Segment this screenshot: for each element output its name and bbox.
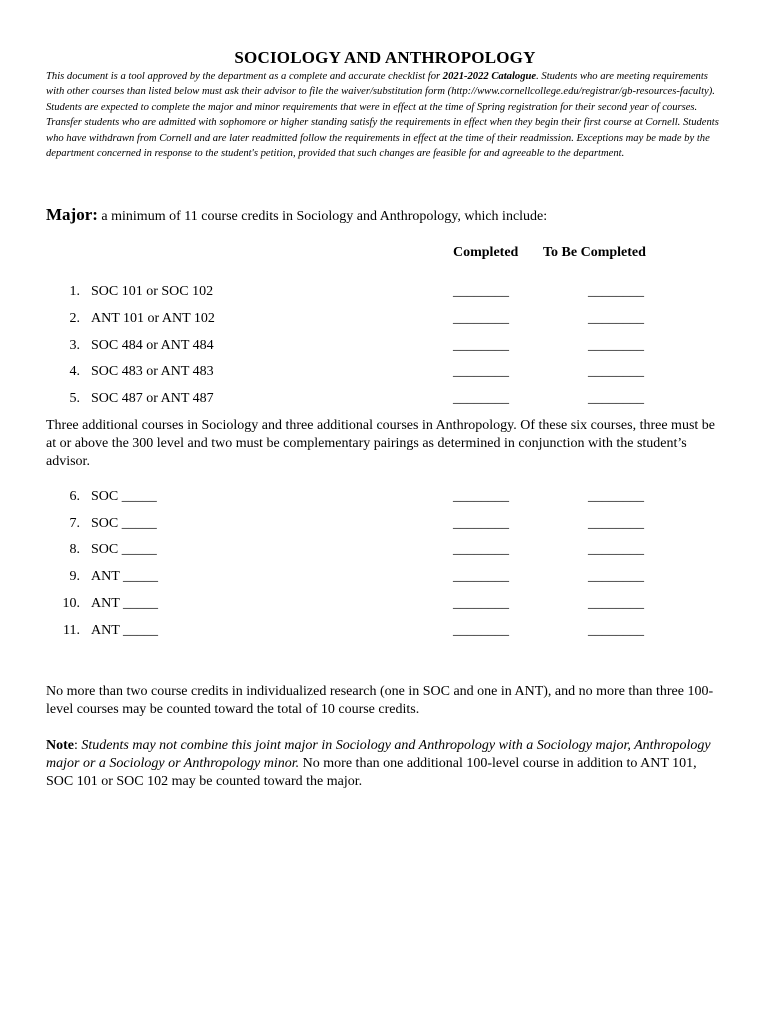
course-name: ANT _____ xyxy=(91,623,159,638)
checklist-row xyxy=(0,311,770,331)
to-be-completed-blank[interactable]: ________ xyxy=(588,516,644,531)
to-be-completed-blank[interactable]: ________ xyxy=(588,391,644,406)
column-header-to-be-completed: To Be Completed xyxy=(543,245,646,260)
completed-blank[interactable]: ________ xyxy=(453,623,509,638)
limits-paragraph: No more than two course credits in individualized research (one in SOC and one in ANT), and no more than three 100-level courses may be counted toward the total of 10 course credits. xyxy=(46,684,714,717)
major-label: Major: xyxy=(46,205,98,224)
item-number: 7. xyxy=(69,516,80,531)
course-name: SOC 487 or ANT 487 xyxy=(91,391,214,406)
course-name: ANT _____ xyxy=(91,596,159,611)
checklist-row xyxy=(0,338,770,358)
completed-blank[interactable]: ________ xyxy=(453,364,509,379)
major-description: a minimum of 11 course credits in Sociology and Anthropology, which include: xyxy=(97,209,548,224)
note-label: Note xyxy=(46,738,74,753)
major-heading xyxy=(46,205,547,225)
checklist-row xyxy=(0,569,770,589)
checklist-row xyxy=(0,364,770,384)
item-number: 1. xyxy=(69,284,80,299)
checklist-row xyxy=(0,542,770,562)
item-number: 9. xyxy=(69,569,80,584)
completed-blank[interactable]: ________ xyxy=(453,569,509,584)
course-name: ANT _____ xyxy=(91,569,159,584)
note-paragraph xyxy=(46,737,726,791)
completed-blank[interactable]: ________ xyxy=(453,284,509,299)
note-colon: : xyxy=(74,738,82,753)
item-number: 11. xyxy=(63,623,80,638)
intro-text-2: . Students who are meeting requirements with other courses than listed below must ask their advisor to file the waiver/substitution form (http://www.cornellcollege.edu/registrar/gb-resources-faculty). Students are expected to complete the major and minor requirements that were in effect at the time of Spring registration for their second year of courses. Transfer students who are admitted with sophomore or higher standing satisfy the requirements in effect when they begin their first course at Cornell. Students who have withdrawn from Cornell and are later readmitted follow the requirements in effect at the time of their readmission. Exceptions may be made by the department concerned in response to the student's petition, provided that such changes are feasible for and agreeable to the department. xyxy=(46,71,719,160)
checklist-row xyxy=(0,391,770,411)
checklist-row xyxy=(0,284,770,304)
page-title: SOCIOLOGY AND ANTHROPOLOGY xyxy=(234,48,536,67)
completed-blank[interactable]: ________ xyxy=(453,596,509,611)
completed-blank[interactable]: ________ xyxy=(453,391,509,406)
checklist-row xyxy=(0,516,770,536)
checklist-row xyxy=(0,623,770,643)
column-header-completed: Completed xyxy=(453,245,519,260)
to-be-completed-blank[interactable]: ________ xyxy=(588,284,644,299)
completed-blank[interactable]: ________ xyxy=(453,311,509,326)
intro-text-1: This document is a tool approved by the department as a complete and accurate checklist for xyxy=(46,71,443,82)
completed-blank[interactable]: ________ xyxy=(453,338,509,353)
course-name: SOC _____ xyxy=(91,542,157,557)
additional-courses-paragraph: Three additional courses in Sociology and three additional courses in Anthropology. Of these six courses, three must be at or above the 300 level and two must be complementary pairings as determined in conjunction with the student’s advisor. xyxy=(46,418,715,469)
item-number: 8. xyxy=(69,542,80,557)
to-be-completed-blank[interactable]: ________ xyxy=(588,311,644,326)
course-name: SOC _____ xyxy=(91,516,157,531)
item-number: 6. xyxy=(69,489,80,504)
item-number: 10. xyxy=(62,596,80,611)
to-be-completed-blank[interactable]: ________ xyxy=(588,542,644,557)
course-name: SOC 484 or ANT 484 xyxy=(91,338,214,353)
catalogue-year: 2021-2022 Catalogue xyxy=(442,71,537,82)
to-be-completed-blank[interactable]: ________ xyxy=(588,623,644,638)
completed-blank[interactable]: ________ xyxy=(453,489,509,504)
note-text: No more than one additional 100-level course in addition to ANT 101, SOC 101 or SOC 102 may be counted toward the major. xyxy=(46,756,697,789)
course-name: SOC _____ xyxy=(91,489,157,504)
completed-blank[interactable]: ________ xyxy=(453,542,509,557)
to-be-completed-blank[interactable]: ________ xyxy=(588,596,644,611)
item-number: 5. xyxy=(69,391,80,406)
course-name: SOC 101 or SOC 102 xyxy=(91,284,214,299)
checklist-row xyxy=(0,489,770,509)
completed-blank[interactable]: ________ xyxy=(453,516,509,531)
checklist-row xyxy=(0,596,770,616)
item-number: 3. xyxy=(69,338,80,353)
to-be-completed-blank[interactable]: ________ xyxy=(588,489,644,504)
item-number: 4. xyxy=(69,364,80,379)
to-be-completed-blank[interactable]: ________ xyxy=(588,569,644,584)
item-number: 2. xyxy=(69,311,80,326)
intro-paragraph xyxy=(46,69,728,161)
course-name: ANT 101 or ANT 102 xyxy=(91,311,215,326)
to-be-completed-blank[interactable]: ________ xyxy=(588,338,644,353)
to-be-completed-blank[interactable]: ________ xyxy=(588,364,644,379)
note-italic-text: Students may not combine this joint major in Sociology and Anthropology with a Sociology major, Anthropology major or a Sociology or Anthropology minor. xyxy=(46,738,711,771)
course-name: SOC 483 or ANT 483 xyxy=(91,364,214,379)
